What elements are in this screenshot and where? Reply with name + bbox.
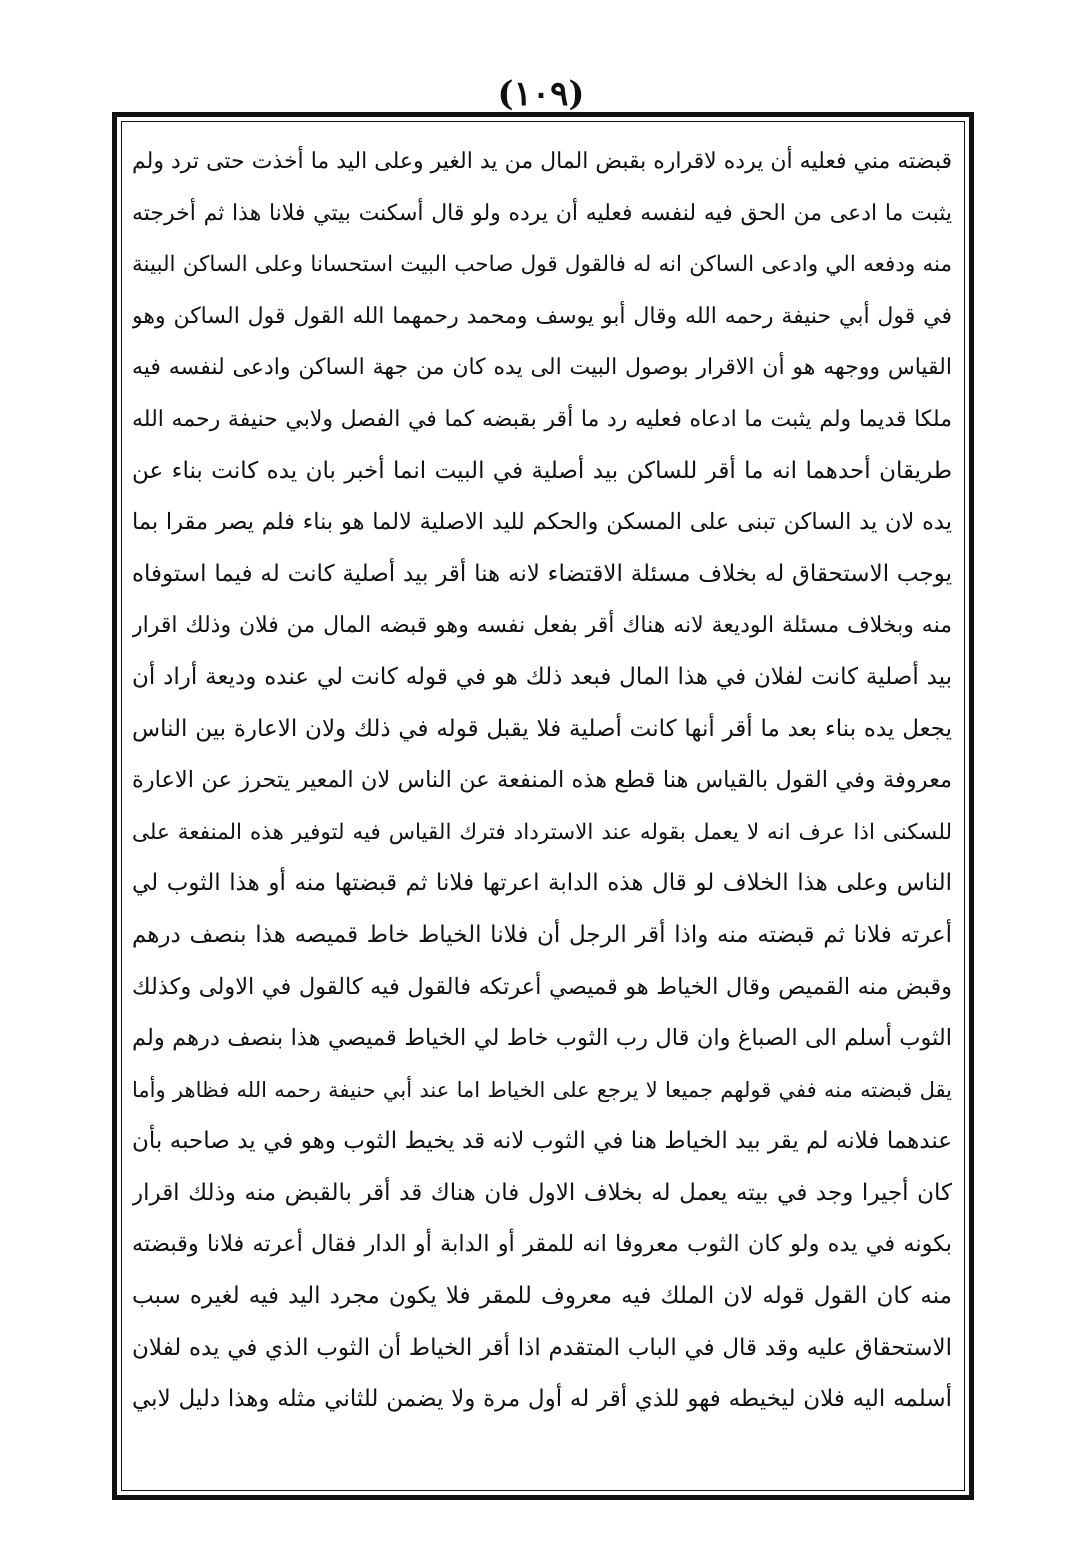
text-line: أسلمه اليه فلان ليخيطه فهو للذي أقر له أول مرة ولا يضمن للثاني مثله وهذا دليل لابي (132, 1386, 952, 1413)
text-line: يده لان يد الساكن تبنى على المسكن والحكم لليد الاصلية لالما هو بناء فلم يصر مقرا بما (132, 509, 952, 536)
body-text (132, 136, 952, 1426)
text-line: منه وبخلاف مسئلة الوديعة لانه هناك أقر بفعل نفسه وهو قبضه المال من فلان وذلك اقرار (132, 613, 952, 639)
text-line: الناس وعلى هذا الخلاف لو قال هذه الدابة اعرتها فلانا ثم قبضتها منه أو هذا الثوب لي (132, 870, 952, 897)
text-line: للسكنى اذا عرف انه لا يعمل بقوله عند الاسترداد فترك القياس فيه لتوفير هذه المنفعة على (132, 819, 952, 845)
text-line: ملكا قديما ولم يثبت ما ادعاه فعليه رد ما أقر بقبضه كما في الفصل ولابي حنيفة رحمه الله (132, 406, 952, 432)
text-line: معروفة وفي القول بالقياس هنا قطع هذه المنفعة عن الناس لان المعير يتحرز عن الاعارة (132, 767, 952, 794)
text-line: طريقان أحدهما انه ما أقر للساكن بيد أصلية في البيت انما أخبر بان يده كانت بناء عن (132, 457, 952, 484)
text-line: بيد أصلية كانت لفلان في هذا المال فبعد ذلك هو في قوله كانت لي عنده وديعة أراد أن (132, 663, 952, 690)
text-line: منه كان القول قوله لان الملك فيه معروف للمقر فلا يكون مجرد اليد فيه لغيره سبب (132, 1283, 952, 1310)
text-line: يثبت ما ادعى من الحق فيه لنفسه فعليه أن يرده ولو قال أسكنت بيتي فلانا هذا ثم أخرجته (132, 200, 952, 226)
text-line: يجعل يده بناء بعد ما أقر أنها كانت أصلية فلا يقبل قوله في ذلك ولان الاعارة بين الناس (132, 715, 952, 742)
text-line: القياس ووجهه هو أن الاقرار بوصول البيت الى يده كان من جهة الساكن وادعى لنفسه فيه (132, 355, 952, 381)
text-line: وقبض منه القميص وقال الخياط هو قميصي أعرتكه فالقول فيه كالقول في الاولى وكذلك (132, 973, 952, 1000)
page-number: (١٠٩) (497, 74, 585, 114)
text-line: يوجب الاستحقاق له بخلاف مسئلة الاقتضاء لانه هنا أقر بيد أصلية كانت له فيما استوفاه (132, 560, 952, 587)
text-line: يقل قبضته منه ففي قولهم جميعا لا يرجع على الخياط اما عند أبي حنيفة رحمه الله فظاهر وأما (132, 1077, 952, 1102)
text-line: قبضته مني فعليه أن يرده لاقراره بقبض المال من يد الغير وعلى اليد ما أخذت حتى ترد ولم (132, 149, 952, 174)
text-line: أعرته فلانا ثم قبضته منه واذا أقر الرجل أن فلانا الخياط خاط قميصه هذا بنصف درهم (132, 921, 952, 948)
text-line: منه ودفعه الي وادعى الساكن انه له فالقول قول صاحب البيت استحسانا وعلى الساكن البينة (132, 252, 952, 278)
text-line: في قول أبي حنيفة رحمه الله وقال أبو يوسف ومحمد رحمهما الله القول قول الساكن وهو (132, 303, 952, 329)
text-line: كان أجيرا وجد في بيته يعمل له بخلاف الاول فان هناك قد أقر بالقبض منه وذلك اقرار (132, 1179, 952, 1206)
text-line: بكونه في يده ولو كان الثوب معروفا انه للمقر أو الدابة أو الدار فقال أعرته فلانا وقبضته (132, 1231, 952, 1258)
text-line: الاستحقاق عليه وقد قال في الباب المتقدم اذا أقر الخياط أن الثوب الذي في يده لفلان (132, 1334, 952, 1361)
text-line: الثوب أسلم الى الصباغ وان قال رب الثوب خاط لي الخياط قميصي هذا بنصف درهم ولم (132, 1025, 952, 1052)
text-line: عندهما فلانه لم يقر بيد الخياط هنا في الثوب لانه قد يخيط الثوب وهو في يد صاحبه بأن (132, 1128, 952, 1155)
